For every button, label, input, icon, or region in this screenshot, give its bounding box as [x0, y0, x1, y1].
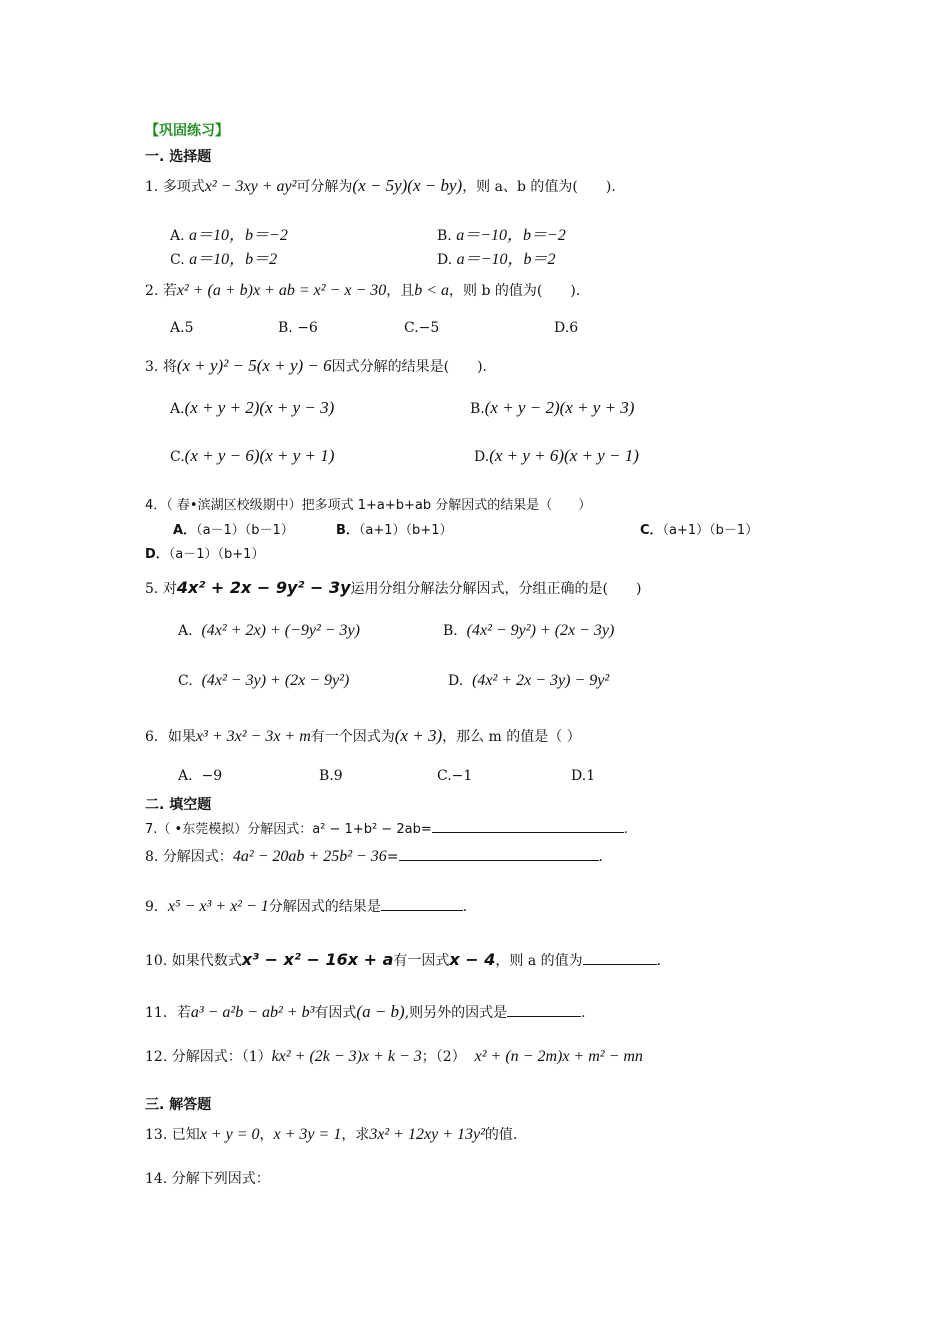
q12-expression-1: kx² + (2k − 3)x + k − 3	[271, 1048, 422, 1065]
q1-factor: (x − 5y)(x − by)	[352, 176, 463, 195]
question-2: 2. 若x² + (a + b)x + ab = x² − x − 30，且b < a，则 b 的值为( ).	[145, 282, 581, 299]
question-7: 7.（ •东莞模拟）分解因式：a² − 1+b² − 2ab= .	[145, 818, 628, 837]
part2-title: 二. 填空题	[145, 797, 212, 813]
q6-factor: (x + 3)	[394, 726, 443, 745]
question-8: 8. 分解因式：4a² − 20ab + 25b² − 36= .	[145, 848, 603, 865]
q3-expression: (x + y)² − 5(x + y) − 6	[176, 356, 332, 375]
q6-option-b: B.9	[319, 768, 343, 784]
q2-option-a: A.5	[170, 320, 194, 336]
question-1	[145, 176, 616, 196]
q5-option-b: B. (4x² − 9y²) + (2x − 3y)	[443, 622, 615, 639]
q3-option-a: A.(x + y + 2)(x + y − 3)	[170, 398, 335, 417]
q1-option-b: B. a＝−10，b＝−2	[437, 227, 566, 244]
question-6: 6．如果x³ + 3x² − 3x + m有一个因式为(x + 3)，那么 m 的值是（ ）	[145, 726, 581, 745]
section-title: 【巩固练习】	[145, 123, 229, 139]
q9-expression: x⁵ − x³ + x² − 1	[167, 898, 269, 915]
q13-expression: 3x² + 12xy + 13y²	[369, 1126, 485, 1143]
question-9: 9．x⁵ − x³ + x² − 1分解因式的结果是 .	[145, 898, 468, 915]
q11-factor: (a − b)	[356, 1002, 405, 1021]
q5-option-a: A. (4x² + 2x) + (−9y² − 3y)	[178, 622, 360, 639]
q2-condition: b < a	[414, 282, 450, 299]
q2-option-b: B. −6	[278, 320, 318, 336]
q2-option-c: C.−5	[404, 320, 440, 336]
question-12: 12. 分解因式：（1）kx² + (2k − 3)x + k − 3；（2） x² + (n − 2m)x + m² − mn	[145, 1048, 643, 1065]
q4-option-c: C．（a+1）（b－1）	[640, 523, 759, 538]
q4-option-a: A．（a－1）（b－1）	[173, 523, 294, 538]
q1-poly: x² − 3xy + ay²	[204, 178, 297, 195]
question-5: 5. 对4x² + 2x − 9y² − 3y运用分组分解法分解因式，分组正确的是( )	[145, 578, 642, 597]
q10-answer-blank[interactable]	[583, 950, 657, 965]
q2-equation: x² + (a + b)x + ab = x² − x − 30	[176, 282, 387, 299]
q5-expression: 4x² + 2x − 9y² − 3y	[176, 578, 351, 597]
q1-option-d: D. a＝−10，b＝2	[437, 251, 556, 268]
q13-condition-2: x + 3y = 1	[273, 1126, 342, 1143]
q4-option-b: B．（a+1）（b+1）	[336, 523, 453, 538]
q10-factor: x − 4	[449, 950, 496, 969]
q13-condition-1: x + y = 0	[199, 1126, 260, 1143]
q11-answer-blank[interactable]	[507, 1002, 581, 1017]
question-3: 3. 将(x + y)² − 5(x + y) − 6因式分解的结果是( ).	[145, 356, 487, 375]
q1-mid: 可分解为	[296, 179, 353, 195]
q6-option-a: A. −9	[178, 768, 223, 784]
q5-option-d: D. (4x² + 2x − 3y) − 9y²	[448, 672, 610, 689]
part3-title: 三. 解答题	[145, 1097, 212, 1113]
q3-option-b: B.(x + y − 2)(x + y + 3)	[470, 398, 635, 417]
q1-post: ，则 a、b 的值为( ).	[462, 179, 616, 195]
q1-number: 1.	[145, 179, 159, 195]
q2-option-d: D.6	[554, 320, 579, 336]
q7-answer-blank[interactable]	[432, 818, 624, 833]
q8-answer-blank[interactable]	[399, 846, 599, 861]
q11-expression: a³ − a²b − ab² + b³	[190, 1004, 315, 1021]
q9-answer-blank[interactable]	[381, 896, 463, 911]
q8-expression: 4a² − 20ab + 25b² − 36	[232, 848, 387, 865]
question-14: 14. 分解下列因式：	[145, 1171, 270, 1187]
question-13: 13. 已知x + y = 0，x + 3y = 1，求3x² + 12xy + 13y²的值.	[145, 1126, 518, 1143]
q6-option-d: D.1	[571, 768, 596, 784]
q3-option-c: C.(x + y − 6)(x + y + 1)	[170, 446, 335, 465]
q6-expression: x³ + 3x² − 3x + m	[195, 728, 311, 745]
q6-option-c: C.−1	[437, 768, 473, 784]
q3-option-d: D.(x + y + 6)(x + y − 1)	[474, 446, 639, 465]
q10-expression: x³ − x² − 16x + a	[241, 950, 394, 969]
part1-title: 一. 选择题	[145, 149, 212, 165]
q12-expression-2: x² + (n − 2m)x + m² − mn	[474, 1048, 643, 1065]
q4-option-d: D．（a－1）（b+1）	[145, 547, 265, 562]
question-4: 4．（ 春•滨湖区校级期中）把多项式 1+a+b+ab 分解因式的结果是（ ）	[145, 498, 592, 513]
q1-pre: 多项式	[162, 179, 205, 195]
q1-option-a: A. a＝10，b＝−2	[170, 227, 288, 244]
question-10: 10. 如果代数式x³ − x² − 16x + a有一因式x − 4，则 a 的值为 .	[145, 950, 662, 969]
q5-option-c: C. (4x² − 3y) + (2x − 9y²)	[178, 672, 350, 689]
question-11: 11．若a³ − a²b − ab² + b³有因式(a − b),则另外的因式是 .	[145, 1002, 586, 1021]
q1-option-c: C. a＝10，b＝2	[170, 251, 278, 268]
